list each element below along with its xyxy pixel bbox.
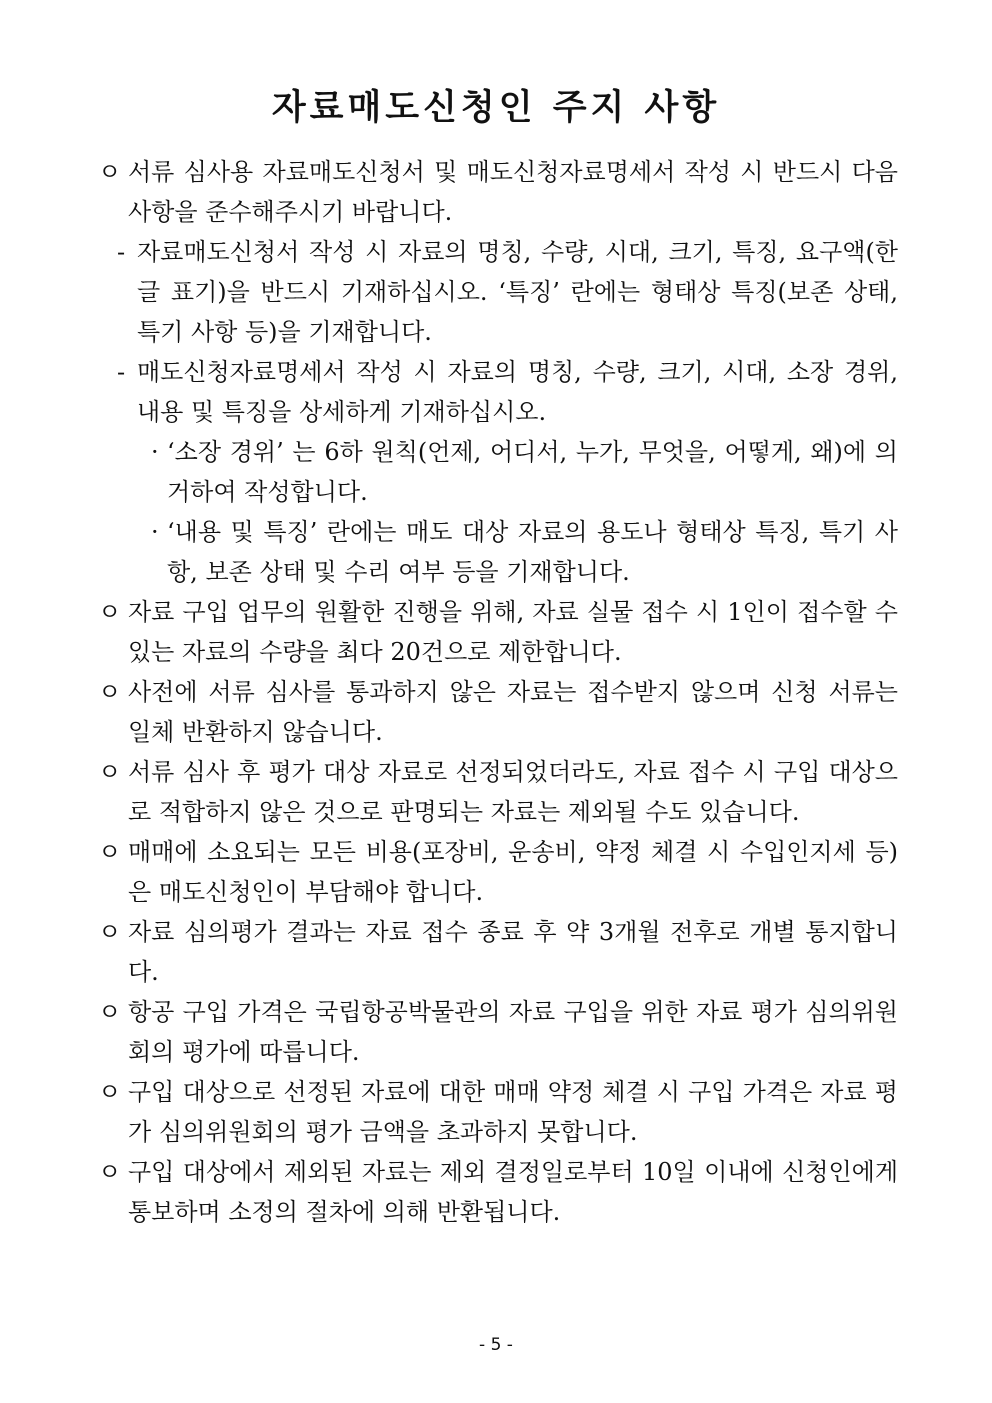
list-item (98, 992, 898, 1072)
item-text: 자료매도신청서 작성 시 자료의 명칭, 수량, 시대, 크기, 특징, 요구액(한글 표기)을 반드시 기재하십시오. ‘특징’ 란에는 형태상 특징(보존 상태, 특기 사항 등)을 기재합니다. (137, 238, 898, 346)
circle-bullet: ㅇ (98, 998, 122, 1026)
circle-bullet: ㅇ (98, 678, 122, 706)
notice-list (0, 152, 992, 1232)
sub-list-item (117, 352, 898, 432)
item-text: 사전에 서류 심사를 통과하지 않은 자료는 접수받지 않으며 신청 서류는 일체 반환하지 않습니다. (128, 678, 898, 746)
list-item (98, 1072, 898, 1152)
item-text: ‘내용 및 특징’ 란에는 매도 대상 자료의 용도나 형태상 특징, 특기 사항, 보존 상태 및 수리 여부 등을 기재합니다. (167, 518, 898, 586)
circle-bullet: ㅇ (98, 1078, 122, 1106)
sub-sub-list-item (151, 512, 898, 592)
circle-bullet: ㅇ (98, 158, 122, 186)
item-text: 서류 심사 후 평가 대상 자료로 선정되었더라도, 자료 접수 시 구입 대상으로 적합하지 않은 것으로 판명되는 자료는 제외될 수도 있습니다. (128, 758, 898, 826)
item-text: 구입 대상에서 제외된 자료는 제외 결정일로부터 10일 이내에 신청인에게 통보하며 소정의 절차에 의해 반환됩니다. (128, 1158, 898, 1226)
circle-bullet: ㅇ (98, 1158, 122, 1186)
item-text: ‘소장 경위’ 는 6하 원칙(언제, 어디서, 누가, 무엇을, 어떻게, 왜)에 의거하여 작성합니다. (167, 438, 898, 506)
list-item (98, 1152, 898, 1232)
circle-bullet: ㅇ (98, 918, 122, 946)
page-number: - 5 - (479, 1335, 513, 1355)
list-item (98, 912, 898, 992)
dash-bullet: - (117, 238, 126, 266)
list-item (98, 592, 898, 672)
list-item (98, 152, 898, 232)
page-title: 자료매도신청인 주지 사항 (271, 87, 721, 128)
dot-bullet: · (151, 518, 159, 546)
item-text: 매매에 소요되는 모든 비용(포장비, 운송비, 약정 체결 시 수입인지세 등)은 매도신청인이 부담해야 합니다. (128, 838, 898, 906)
list-item (98, 672, 898, 752)
list-item (98, 832, 898, 912)
circle-bullet: ㅇ (98, 838, 122, 866)
item-text: 구입 대상으로 선정된 자료에 대한 매매 약정 체결 시 구입 가격은 자료 평가 심의위원회의 평가 금액을 초과하지 못합니다. (128, 1078, 898, 1146)
item-text: 자료 구입 업무의 원활한 진행을 위해, 자료 실물 접수 시 1인이 접수할 수 있는 자료의 수량을 최다 20건으로 제한합니다. (128, 598, 898, 666)
item-text: 자료 심의평가 결과는 자료 접수 종료 후 약 3개월 전후로 개별 통지합니다. (128, 918, 898, 986)
sub-sub-list-item (151, 432, 898, 512)
dash-bullet: - (117, 358, 126, 386)
sub-list-item (117, 232, 898, 352)
item-text: 서류 심사용 자료매도신청서 및 매도신청자료명세서 작성 시 반드시 다음 사항을 준수해주시기 바랍니다. (128, 158, 898, 226)
list-item (98, 752, 898, 832)
item-text: 매도신청자료명세서 작성 시 자료의 명칭, 수량, 크기, 시대, 소장 경위, 내용 및 특징을 상세하게 기재하십시오. (137, 358, 898, 426)
circle-bullet: ㅇ (98, 758, 122, 786)
circle-bullet: ㅇ (98, 598, 122, 626)
item-text: 항공 구입 가격은 국립항공박물관의 자료 구입을 위한 자료 평가 심의위원회의 평가에 따릅니다. (128, 998, 898, 1066)
dot-bullet: · (151, 438, 159, 466)
